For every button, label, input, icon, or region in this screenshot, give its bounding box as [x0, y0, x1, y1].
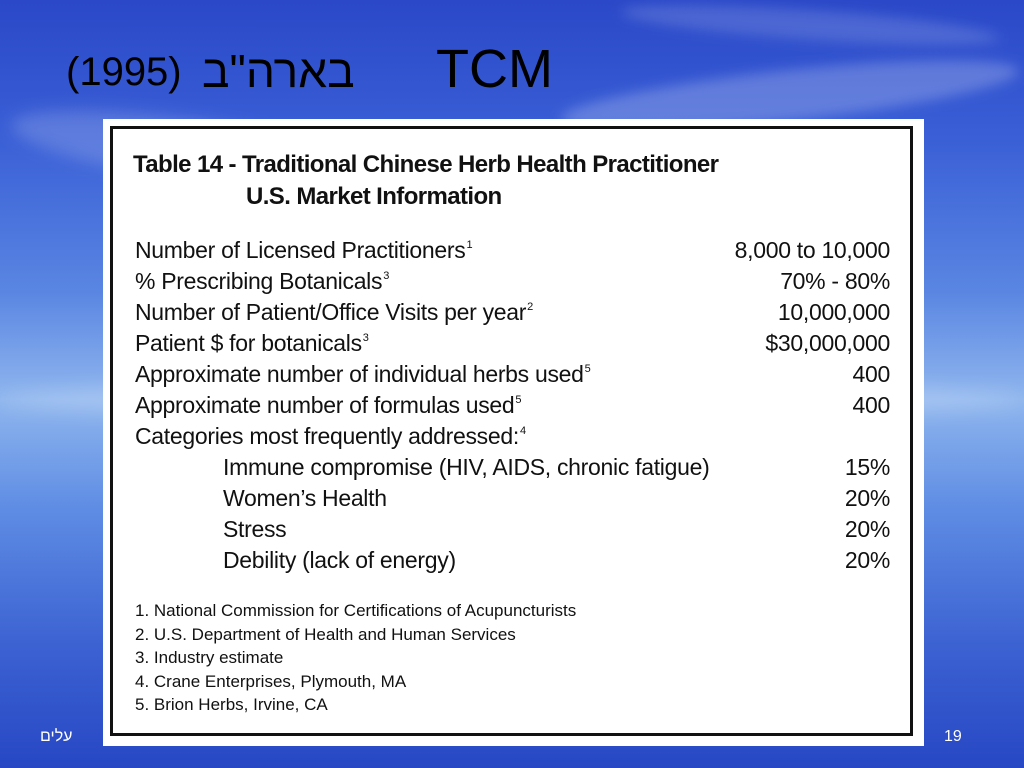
- row-value: 400: [852, 392, 890, 418]
- footnote: 3. Industry estimate: [135, 648, 284, 667]
- footnote-ref: 5: [584, 363, 591, 375]
- footnote-ref: 3: [383, 270, 390, 282]
- category-value: 20%: [844, 485, 890, 511]
- row-label: % Prescribing Botanicals: [135, 268, 383, 294]
- table-title-line1: Table 14 - Traditional Chinese Herb Health Practitioner: [133, 151, 719, 178]
- footnotes: [135, 601, 576, 719]
- footnote-ref: 3: [362, 332, 369, 344]
- row-value: 10,000,000: [777, 299, 890, 325]
- footnote-ref: 4: [519, 425, 526, 437]
- row-label: Approximate number of individual herbs used: [135, 361, 584, 387]
- footnote: 5. Brion Herbs, Irvine, CA: [135, 695, 328, 714]
- footnote: 2. U.S. Department of Health and Human Services: [135, 624, 516, 644]
- footnote: 1. National Commission for Certifications of Acupuncturists: [135, 601, 577, 620]
- category-label: Immune compromise (HIV, AIDS, chronic fatigue): [223, 454, 710, 480]
- title-year: (1995): [66, 50, 182, 94]
- row-value: $30,000,000: [765, 330, 890, 356]
- footnote-ref: 2: [527, 301, 533, 313]
- table-title-line2: U.S. Market Information: [246, 183, 502, 210]
- row-label: Categories most frequently addressed:: [135, 423, 519, 449]
- category-row: [135, 454, 890, 485]
- table-row: [135, 299, 890, 330]
- row-value: 70% - 80%: [780, 268, 890, 294]
- category-value: 15%: [844, 454, 890, 480]
- title-tcm: TCM: [436, 39, 553, 99]
- slide-number: 19: [944, 728, 962, 745]
- category-row: [135, 547, 890, 578]
- category-label: Debility (lack of energy): [223, 547, 456, 573]
- table-row: [135, 361, 890, 392]
- table-title: [133, 149, 718, 213]
- row-label: Patient $ for botanicals: [135, 330, 362, 356]
- title-hebrew: בארה"ב: [202, 45, 355, 97]
- row-label: Number of Licensed Practitioners: [135, 237, 466, 263]
- category-row: [135, 516, 890, 547]
- background-streak: [619, 0, 1000, 53]
- table-row: [135, 268, 890, 299]
- table-row: [135, 423, 890, 454]
- footnote-ref: 1: [466, 239, 473, 251]
- table-image-panel: [103, 119, 924, 746]
- row-label: Number of Patient/Office Visits per year: [135, 299, 527, 325]
- category-row: [135, 485, 890, 516]
- row-value: 8,000 to 10,000: [734, 237, 890, 263]
- row-value: 400: [852, 361, 890, 387]
- slide-footer-text: עלים: [40, 728, 73, 745]
- footnote-ref: 5: [515, 394, 522, 406]
- category-value: 20%: [844, 516, 890, 542]
- table-row: [135, 237, 890, 268]
- market-info-rows: [135, 237, 890, 578]
- table-row: [135, 330, 890, 361]
- table-row: [135, 392, 890, 423]
- footnote: 4. Crane Enterprises, Plymouth, MA: [135, 671, 407, 691]
- category-value: 20%: [844, 547, 890, 573]
- category-label: Stress: [223, 516, 287, 542]
- category-label: Women’s Health: [223, 485, 387, 511]
- row-label: Approximate number of formulas used: [135, 392, 515, 418]
